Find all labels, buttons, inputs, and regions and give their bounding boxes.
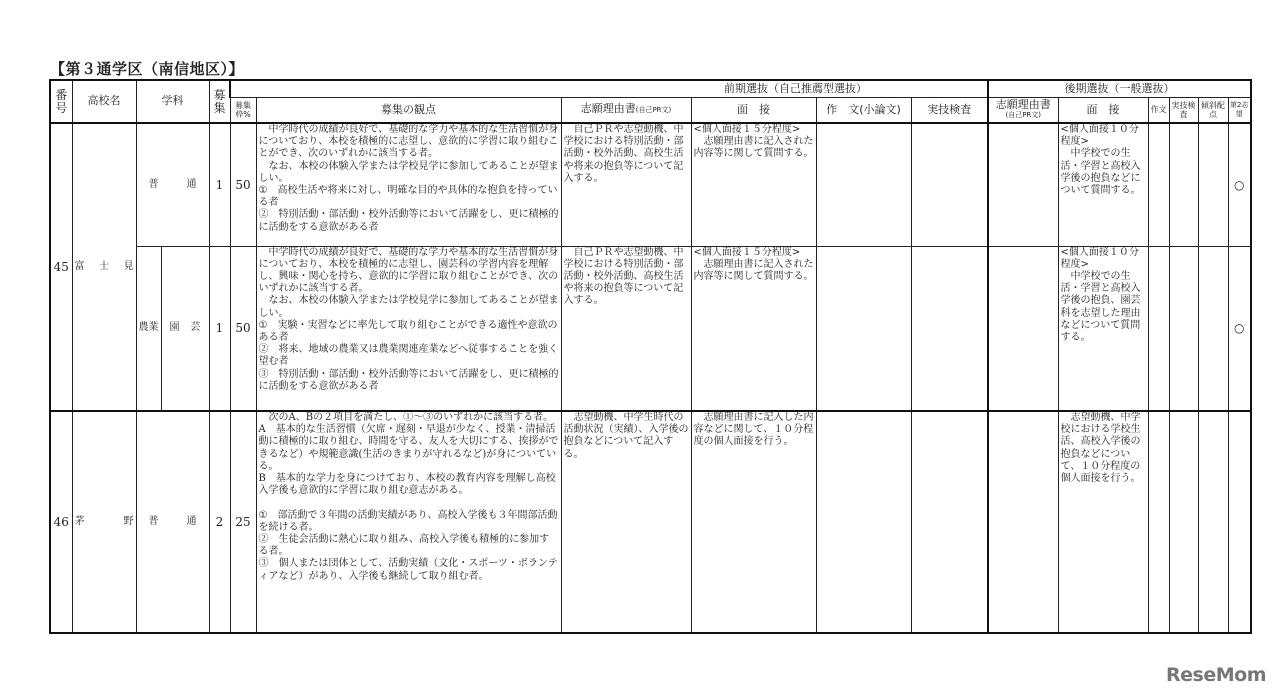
row-k-mensetsu	[1058, 246, 1148, 411]
row-dept: 普 通	[136, 123, 209, 246]
row-mensetsu-text: <個人面接１５分程度> 志願理由書に記入された内容等に関して質問する。	[693, 124, 814, 160]
row-k-shigan	[988, 123, 1058, 246]
header-sakubun: 作 文(小論文)	[816, 97, 911, 123]
resemom-logo: ReseMom	[1166, 664, 1266, 686]
row-k-mensetsu-text: <個人面接１０分程度> 中学校での生活・学習と高校入学後の抱負、園芸科を志望した理由などについて質問する。	[1060, 246, 1141, 343]
row-k-jitsugi	[1169, 411, 1198, 633]
row-kanten	[256, 246, 561, 411]
table-row	[50, 123, 1251, 246]
row-k-shigan	[988, 411, 1058, 633]
table-row	[50, 246, 1251, 411]
row-no: 46	[50, 411, 72, 633]
header-row-2	[50, 97, 1251, 123]
row-k-shigan	[988, 246, 1058, 411]
header-kanten: 募集の観点	[256, 97, 561, 123]
header-shigan-label: 志願理由書	[580, 102, 636, 116]
header-boshu: 募集	[209, 80, 230, 123]
row-jitsugi	[911, 411, 988, 633]
header-k-sakubun: 作文	[1148, 97, 1169, 123]
row-sakubun	[816, 123, 911, 246]
admission-table	[49, 79, 1252, 634]
header-k-jitsugi: 実技検査	[1169, 97, 1198, 123]
row-k-jitsugi	[1169, 123, 1198, 246]
row-k-keisha	[1198, 246, 1228, 411]
row-school: 茅 野	[72, 411, 136, 633]
row-dept-b: 園 芸	[161, 246, 209, 411]
header-dept: 学科	[136, 80, 209, 123]
header-k-keisha: 傾斜配点	[1198, 97, 1228, 123]
row-kanten-text: 中学時代の成績が良好で、基礎的な学力や基本的な生活習慣が身についており、本校を積極的に志望し、園芸科の学習内容を理解し、興味・関心を持ち、意欲的に学習に取り組むことができ、次のいずれかに該当する者。 なお、本校の体験入学または学校見学に参加してあることが望ましい。 ① 実験・実習などに率先して取り組むことができる適性や意欲のある者 ② 将来、地域の農業又は農業関連産業などへ従事することを強く望む者 ③ 特別活動・部活動・校外活動等において活躍をし、更に積極的に活動をする意欲がある者	[258, 246, 559, 392]
row-k-sakubun	[1148, 246, 1169, 411]
row-boshu: 1	[209, 246, 230, 411]
header-k-dai2: 第2志望	[1228, 97, 1251, 123]
header-row-1	[50, 80, 1251, 97]
row-jitsugi	[911, 246, 988, 411]
row-kanten	[256, 123, 561, 246]
row-kanten-text: 次のA、Bの２項目を満たし、①～③のいずれかに該当する者。 A 基本的な生活習慣（欠席・遅刻・早退が少なく、授業・清掃活動に積極的に取り組む、時間を守る、友人を大切にする、挨拶ができるなど）や規範意識(生活のきまりが守れるなど)が身についている。 B 基本的な学力を身につけており、本校の教育内容を理解し高校入学後も意欲的に学習に取り組む意志がある。 ① 部活動で３年間の活動実績があり、高校入学後も３年間部活動を続ける者。 ② 生徒会活動に熱心に取り組み、高校入学後も積極的に参加する者。 ③ 個人または団体として、活動実績（文化・スポーツ・ボランティアなど）があり、入学後も継続して取り組む者。	[258, 412, 559, 582]
row-k-mensetsu-text: <個人面接１０分程度> 中学校での生活・学習と高校入学後の抱負などについて質問する。	[1060, 124, 1141, 197]
row-k-dai2: ○	[1228, 123, 1251, 246]
row-sakubun	[816, 246, 911, 411]
row-shigan: 自己ＰＲや志望動機、中学校における特別活動・部活動・校外活動、高校生活や将来の抱負等について記入する。	[561, 123, 691, 246]
row-k-keisha	[1198, 411, 1228, 633]
row-kanten	[256, 411, 561, 633]
header-koki: 後期選抜（一般選抜）	[988, 80, 1251, 97]
header-no: 番号	[50, 80, 72, 123]
row-shigan: 自己ＰＲや志望動機、中学校における特別活動・部活動・校外活動、高校生活や将来の抱負等について記入する。	[561, 246, 691, 411]
header-shigan	[561, 97, 691, 123]
row-k-sakubun	[1148, 411, 1169, 633]
row-k-mensetsu	[1058, 123, 1148, 246]
row-no: 45	[50, 123, 72, 411]
row-k-mensetsu: 志望動機、中学校における学校生活、高校入学後の抱負などについて、１０分程度の個人面接を行う。	[1058, 411, 1148, 633]
row-mensetsu-text: <個人面接１５分程度> 志願理由書に記入された内容等に関して質問する。	[693, 246, 814, 282]
row-mensetsu: 志願理由書に記入した内容などに関して、１０分程度の個人面接を行う。	[691, 411, 816, 633]
row-waku: 25	[230, 411, 256, 633]
row-k-jitsugi	[1169, 246, 1198, 411]
row-k-dai2: ○	[1228, 246, 1251, 411]
header-k-mensetsu: 面 接	[1058, 97, 1148, 123]
header-zenki: 前期選抜（自己推薦型選抜）	[230, 80, 988, 97]
header-school: 高校名	[72, 80, 136, 123]
row-shigan: 志望動機、中学生時代の活動状況（実績）、入学後の抱負などについて記入する。	[561, 411, 691, 633]
section-title: 【第３通学区（南信地区）】	[50, 60, 245, 78]
table-row	[50, 411, 1251, 633]
row-dept: 普 通	[136, 411, 209, 633]
row-mensetsu	[691, 246, 816, 411]
row-jitsugi	[911, 123, 988, 246]
header-jitsugi: 実技検査	[911, 97, 988, 123]
header-mensetsu: 面 接	[691, 97, 816, 123]
row-boshu: 2	[209, 411, 230, 633]
row-k-keisha	[1198, 123, 1228, 246]
row-waku: 50	[230, 246, 256, 411]
row-waku: 50	[230, 123, 256, 246]
row-mensetsu	[691, 123, 816, 246]
row-k-dai2	[1228, 411, 1251, 633]
row-sakubun	[816, 411, 911, 633]
row-school: 富 士 見	[72, 123, 136, 411]
header-k-shigan-sub: (自己PR文)	[1005, 110, 1042, 119]
row-boshu: 1	[209, 123, 230, 246]
row-kanten-text: 中学時代の成績が良好で、基礎的な学力や基本的な生活習慣が身についており、本校を積極的に志望し、意欲的に学習に取り組むことができ、次のいずれかに該当する者。 なお、本校の体験入学または学校見学に参加してあることが望ましい。 ① 高校生活や将来に対し、明確な目的や具体的な抱負を持っている者 ② 特別活動・部活動・校外活動等において活躍をし、更に積極的に活動をする意欲がある者	[258, 124, 559, 233]
row-k-sakubun	[1148, 123, 1169, 246]
header-k-shigan	[988, 97, 1058, 123]
header-shigan-sub: (自己PR文)	[635, 106, 672, 115]
header-waku: 募集枠%	[230, 97, 256, 123]
header-k-shigan-label: 志願理由書	[995, 97, 1051, 111]
row-dept-a: 農業	[136, 246, 161, 411]
